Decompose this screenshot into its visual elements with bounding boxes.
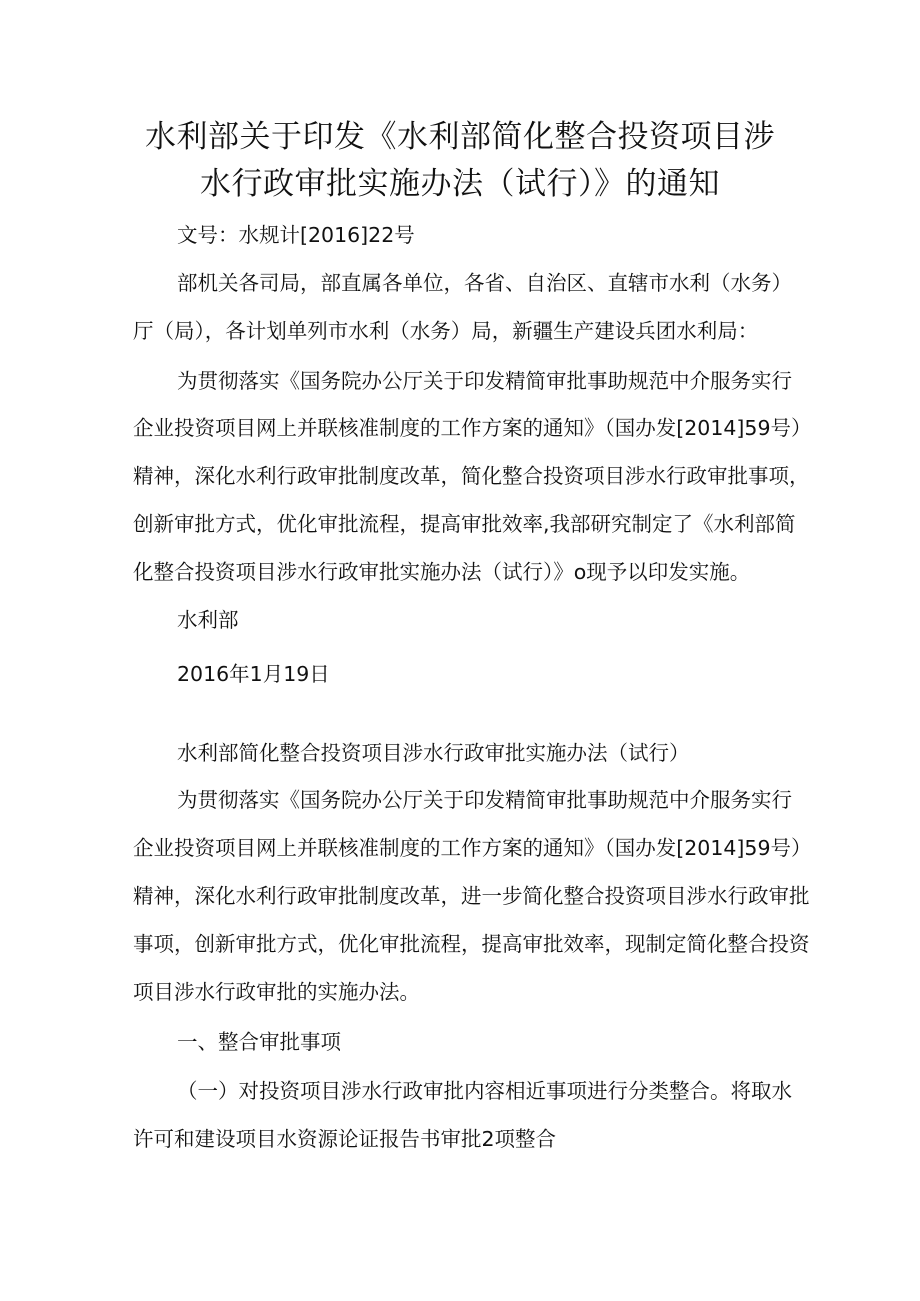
measures-intro-line: 精神，深化水利行政审批制度改革，进一步简化整合投资项目涉水行政审批 — [133, 884, 810, 908]
measures-intro-line: 企业投资项目网上并联核准制度的工作方案的通知》（国办发[2014]59号） — [133, 836, 812, 860]
section-item-line: 许可和建设项目水资源论证报告书审批2项整合 — [133, 1127, 557, 1151]
notice-body-line: 化整合投资项目涉水行政审批实施办法（试行）》o现予以印发实施。 — [133, 560, 751, 584]
addressee-line-1: 部机关各司局，部直属各单位，各省、自治区、直辖市水利（水务） — [177, 271, 792, 295]
measures-intro-line: 为贯彻落实《国务院办公厅关于印发精简审批事助规范中介服务实行 — [177, 788, 792, 812]
notice-body-line: 精神，深化水利行政审批制度改革，简化整合投资项目涉水行政审批事项， — [133, 464, 810, 488]
notice-title-line-1: 水利部关于印发《水利部简化整合投资项目涉 — [145, 119, 775, 155]
notice-body-line: 企业投资项目网上并联核准制度的工作方案的通知》（国办发[2014]59号） — [133, 416, 812, 440]
document-number: 文号：水规计[2016]22号 — [177, 223, 415, 247]
measures-title: 水利部简化整合投资项目涉水行政审批实施办法（试行） — [177, 741, 690, 765]
issue-date: 2016年1月19日 — [177, 662, 330, 686]
notice-body-line: 为贯彻落实《国务院办公厅关于印发精简审批事助规范中介服务实行 — [177, 369, 792, 393]
section-heading: 一、整合审批事项 — [177, 1030, 341, 1054]
addressee-line-2: 厅（局），各计划单列市水利（水务）局，新疆生产建设兵团水利局： — [133, 319, 759, 343]
signature: 水利部 — [177, 608, 239, 632]
section-item-line: （一）对投资项目涉水行政审批内容相近事项进行分类整合。将取水 — [177, 1079, 792, 1103]
notice-title-line-2: 水行政审批实施办法（试行）》的通知 — [200, 166, 720, 202]
notice-body-line: 创新审批方式，优化审批流程，提高审批效率,我部研究制定了《水利部简 — [133, 512, 796, 536]
measures-intro-line: 事项，创新审批方式，优化审批流程，提高审批效率，现制定简化整合投资 — [133, 932, 810, 956]
measures-intro-line: 项目涉水行政审批的实施办法。 — [133, 980, 420, 1004]
